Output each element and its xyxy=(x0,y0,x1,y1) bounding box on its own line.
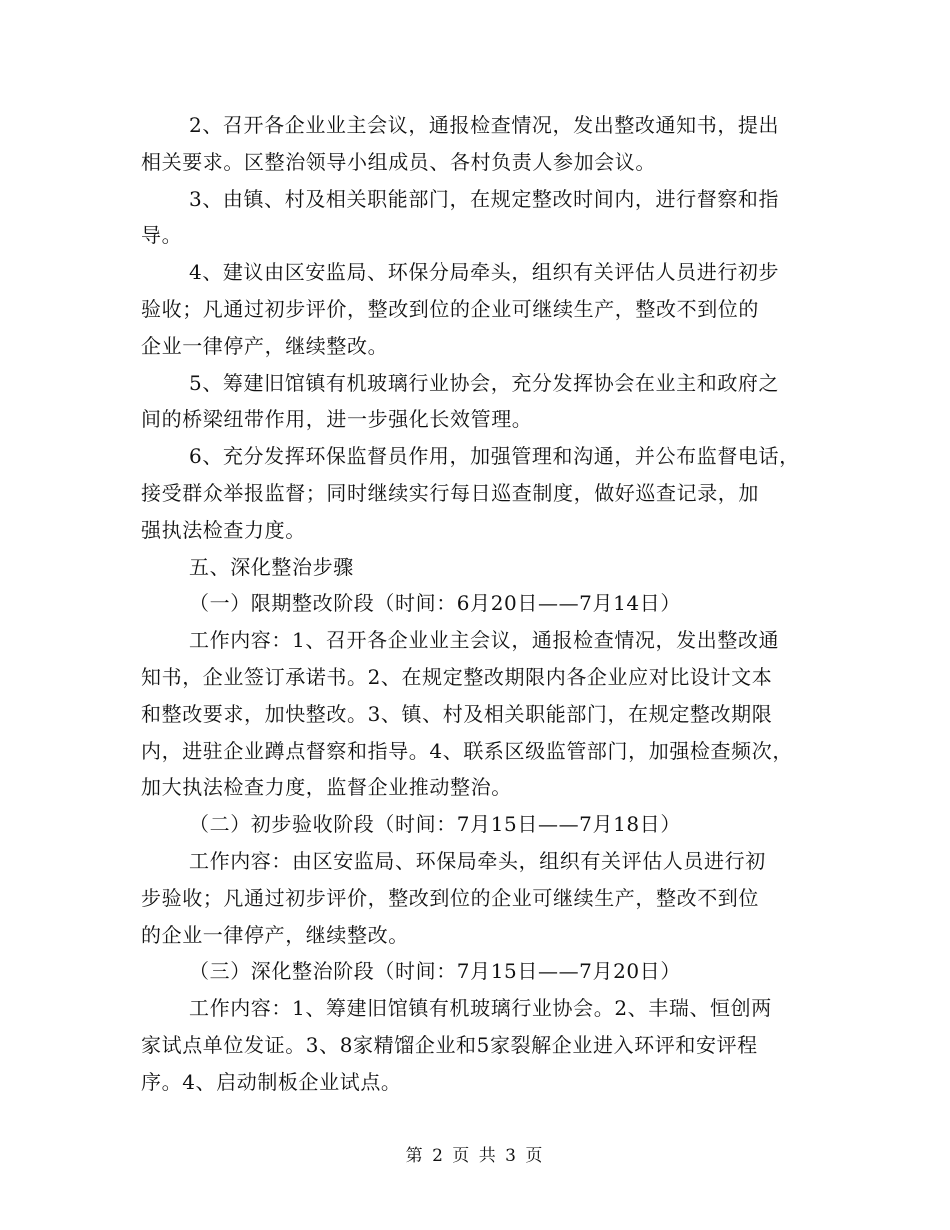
text-line: 家试点单位发证。3、8家精馏企业和5家裂解企业进入环评和安评程 xyxy=(141,1032,758,1057)
subsection-heading: （三）深化整治阶段（时间：7月15日——7月20日） xyxy=(189,959,681,984)
text-line: 企业一律停产，继续整改。 xyxy=(141,333,389,358)
text-line: 2、召开各企业业主会议，通报检查情况，发出整改通知书，提出 xyxy=(189,113,780,137)
text-line: 5、筹建旧馆镇有机玻璃行业协会，充分发挥协会在业主和政府之 xyxy=(189,370,780,395)
text-line: 工作内容：由区安监局、环保局牵头，组织有关评估人员进行初 xyxy=(189,848,766,873)
text-line: 接受群众举报监督；同时继续实行每日巡查制度，做好巡查记录，加 xyxy=(141,480,759,505)
text-line: 内，进驻企业蹲点督察和指导。4、联系区级监管部门，加强检查频次， xyxy=(141,738,793,763)
text-line: 知书，企业签订承诺书。2、在规定整改期限内各企业应对比设计文本 xyxy=(141,664,773,689)
text-line: 强执法检查力度。 xyxy=(141,517,306,542)
text-line: 步验收；凡通过初步评价，整改到位的企业可继续生产，整改不到位 xyxy=(141,885,759,910)
subsection-heading: （二）初步验收阶段（时间：7月15日——7月18日） xyxy=(189,812,681,837)
document-body xyxy=(141,107,821,1101)
text-line: 的企业一律停产，继续整改。 xyxy=(141,922,409,947)
subsection-heading: （一）限期整改阶段（时间：6月20日——7月14日） xyxy=(189,591,681,616)
section-heading: 五、深化整治步骤 xyxy=(189,554,354,579)
page-number-footer: 第 2 页 共 3 页 xyxy=(405,1146,545,1166)
text-line: 间的桥梁纽带作用，进一步强化长效管理。 xyxy=(141,407,533,432)
text-line: 加大执法检查力度，监督企业推动整治。 xyxy=(141,775,512,800)
text-line: 和整改要求，加快整改。3、镇、村及相关职能部门，在规定整改期限 xyxy=(141,701,773,726)
text-line: 相关要求。区整治领导小组成员、各村负责人参加会议。 xyxy=(141,149,656,174)
text-line: 4、建议由区安监局、环保分局牵头，组织有关评估人员进行初步 xyxy=(189,260,780,285)
text-line: 工作内容：1、召开各企业业主会议，通报检查情况，发出整改通 xyxy=(189,628,780,653)
text-line: 3、由镇、村及相关职能部门，在规定整改时间内，进行督察和指 xyxy=(189,186,780,211)
text-line: 导。 xyxy=(141,223,183,248)
text-line: 6、充分发挥环保监督员作用，加强管理和沟通，并公布监督电话， xyxy=(189,444,800,469)
text-line: 序。4、启动制板企业试点。 xyxy=(141,1069,402,1094)
text-line: 工作内容：1、筹建旧馆镇有机玻璃行业协会。2、丰瑞、恒创两 xyxy=(189,996,772,1021)
text-line: 验收；凡通过初步评价，整改到位的企业可继续生产，整改不到位的 xyxy=(141,296,759,321)
